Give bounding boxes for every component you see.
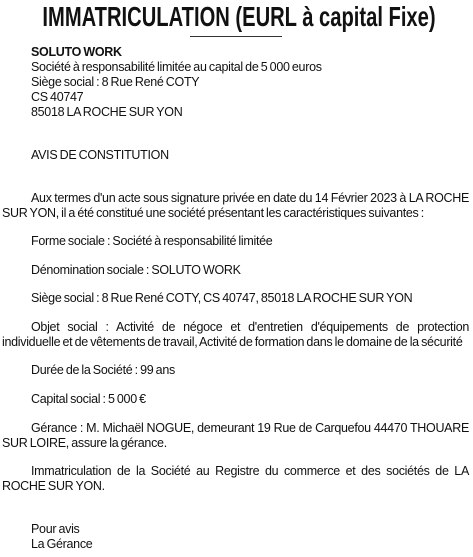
company-cs: CS 40747	[31, 89, 84, 104]
signoff-gerance: La Gérance	[31, 537, 93, 552]
detail-gerance: Gérance : M. Michaël NOGUE, demeurant 19 Rue de Carquefou 44470 THOUARE SUR LOIRE, assure la gérance.	[2, 420, 469, 450]
title-container	[0, 0, 473, 36]
notice-body	[2, 45, 469, 553]
company-name: SOLUTO WORK	[31, 44, 122, 59]
detail-immatriculation: Immatriculation de la Société au Registre du commerce et des sociétés de LA ROCHE SUR YON.	[2, 464, 469, 494]
notice-title: IMMATRICULATION (EURL à capital Fixe)	[41, 1, 436, 32]
company-address-block	[2, 45, 469, 120]
detail-duree: Durée de la Société : 99 ans	[31, 363, 175, 378]
detail-denomination: Dénomination sociale : SOLUTO WORK	[31, 262, 241, 277]
company-seat: Siège social : 8 Rue René COTY	[31, 74, 200, 89]
signoff-pour-avis: Pour avis	[31, 522, 80, 537]
company-city: 85018 LA ROCHE SUR YON	[31, 104, 183, 119]
notice-heading: AVIS DE CONSTITUTION	[31, 147, 169, 162]
detail-capital: Capital social : 5 000 €	[31, 392, 146, 407]
detail-objet: Objet social : Activité de négoce et d'entretien d'équipements de protection individuelle et de vêtements de travail, Activité de formation dans le domaine de la sécurité	[2, 319, 469, 349]
detail-siege: Siège social : 8 Rue René COTY, CS 40747, 85018 LA ROCHE SUR YON	[31, 291, 413, 306]
detail-forme: Forme sociale : Société à responsabilité limitée	[31, 234, 273, 249]
signoff-block	[2, 522, 469, 552]
title-underline	[190, 36, 282, 37]
intro-paragraph: Aux termes d'un acte sous signature privée en date du 14 Février 2023 à LA ROCHE SUR YON, il a été constitué une société présentant les caractéristiques suivantes :	[2, 190, 469, 220]
company-form-capital: Société à responsabilité limitée au capital de 5 000 euros	[31, 59, 322, 74]
